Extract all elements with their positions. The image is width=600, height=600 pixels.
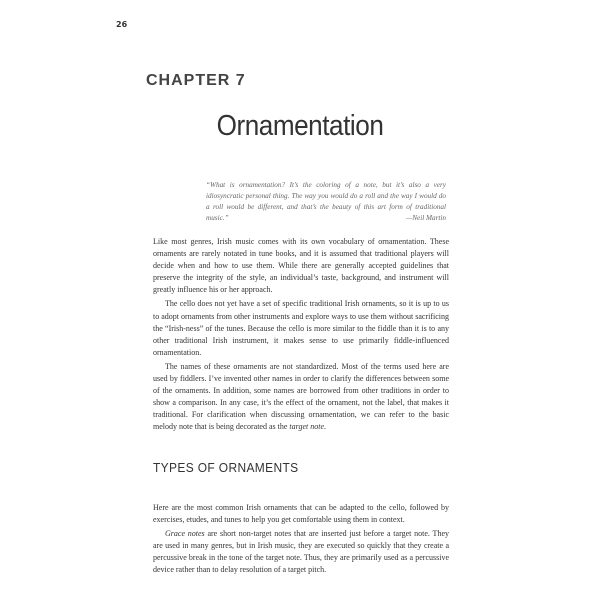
epigraph-attribution: —Neil Martin: [405, 214, 446, 222]
grace-notes-term: Grace notes: [165, 529, 205, 539]
section-paragraph-2: [153, 528, 449, 576]
page-number: 26: [116, 20, 128, 29]
chapter-title: Ornamentation: [216, 110, 384, 142]
paragraph-2: The cello does not yet have a set of specific traditional Irish ornaments, so it is up to us to adopt ornaments from other instruments and explore ways to use them without sacrificing the “Irish-ness” of the tunes. Because the cello is more similar to the fiddle than it is to any other traditional Irish instrument, it makes sense to use primarily fiddle-influenced ornamentation.: [153, 299, 449, 357]
section-body: [153, 502, 449, 577]
epigraph-quote: “What is ornamentation? It’s the coloring of a note, but it’s also a very idiosyncratic personal thing. The way you would do a roll and the way I would do a roll would be different, and that’s the beauty of this art form of traditional music.”: [206, 181, 446, 222]
target-note-term: target note: [289, 422, 324, 432]
paragraph-1: Like most genres, Irish music comes with its own vocabulary of ornamentation. These ornaments are rarely notated in tune books, and it is assumed that traditional players will decide when and how to use them. While there are generally accepted guidelines that preserve the integrity of the style, an individual’s taste, background, and instrument will greatly influence his or her approach.: [153, 237, 449, 295]
paragraph-3: [153, 361, 449, 434]
chapter-label: CHAPTER 7: [146, 72, 246, 89]
paragraph-3-end: .: [324, 422, 326, 432]
section-paragraph-1: Here are the most common Irish ornaments that can be adapted to the cello, followed by exercises, etudes, and tunes to help you get comfortable using them in context.: [153, 503, 449, 525]
intro-body: [153, 236, 449, 434]
section-paragraph-2-text: are short non-target notes that are inserted just before a target note. They are used in many genres, but in Irish music, they are executed so quickly that they create a percussive break in the tone of the target note. Thus, they are primarily used as a percussive device rather than to delay resolution of a target pitch.: [153, 529, 449, 575]
paragraph-3-text: The names of these ornaments are not standardized. Most of the terms used here are used by fiddlers. I’ve invented other names in order to clarify the differences between some of the ornaments. In addition, some names are borrowed from other traditions in order to show a comparison. In any case, it’s the effect of the ornament, not the label, that makes it traditional. For clarification when discussing ornamentation, we can refer to the basic melody note that is being decorated as the: [153, 361, 449, 432]
section-heading: TYPES OF ORNAMENTS: [153, 460, 299, 475]
